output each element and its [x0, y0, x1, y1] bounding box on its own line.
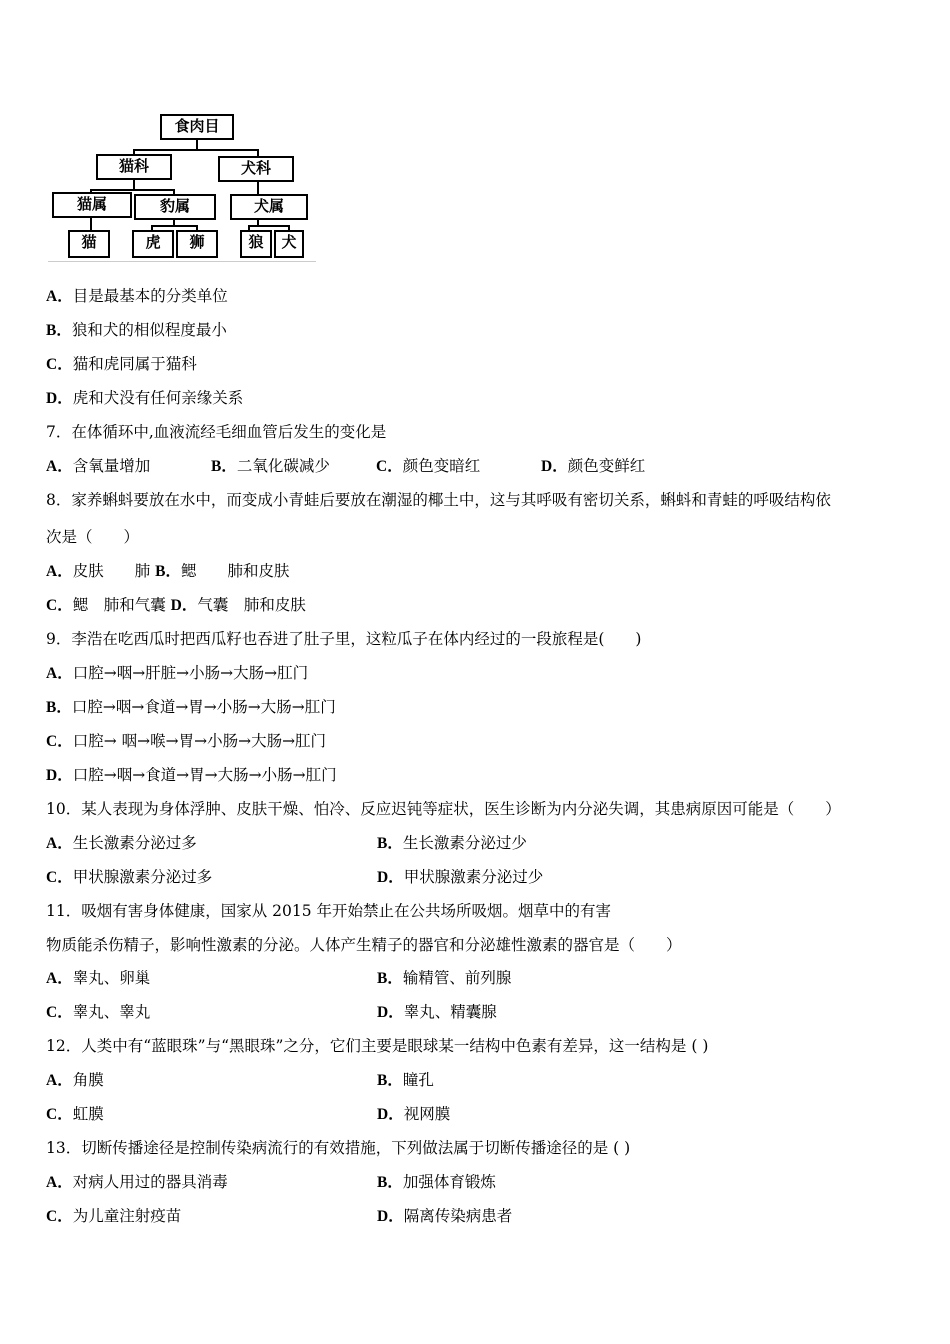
option-label: A．: [46, 970, 73, 987]
q8-option-c[interactable]: [46, 596, 166, 614]
option-text: 对病人用过的器具消毒: [72, 1173, 228, 1191]
option-label: B．: [211, 458, 237, 475]
option-label: C．: [46, 733, 73, 750]
option-text: 为儿童注射疫苗: [72, 1207, 182, 1225]
option-label: B．: [377, 835, 403, 852]
q7-option-b[interactable]: [211, 456, 376, 477]
option-text: 瞳孔: [402, 1071, 434, 1089]
option-text: 隔离传染病患者: [403, 1207, 513, 1225]
option-text: 二氧化碳减少: [236, 457, 330, 475]
q12-option-b[interactable]: [377, 1070, 434, 1091]
option-label: C．: [46, 1106, 73, 1123]
option-text: 口腔→ 咽→喉→胃→小肠→大肠→肛门: [72, 732, 327, 750]
option-label: A．: [46, 1174, 73, 1191]
option-text: 颜色变鲜红: [567, 457, 646, 475]
q11-stem-line1: 11．吸烟有害身体健康，国家从 2015 年开始禁止在公共场所吸烟。烟草中的有害: [46, 902, 612, 920]
q8-options-row2: [46, 595, 306, 616]
node-family-felidae: 猫科: [96, 154, 172, 180]
q9-option-d[interactable]: [46, 765, 337, 786]
q9-option-b[interactable]: [46, 697, 336, 718]
option-text: 颜色变暗红: [402, 457, 481, 475]
q6-option-c[interactable]: [46, 354, 197, 375]
option-label: D．: [377, 869, 404, 886]
q8-stem-line1: 8．家养蝌蚪要放在水中，而变成小青蛙后要放在潮湿的椰土中，这与其呼吸有密切关系，蝌蚪和青蛙的呼吸结构依: [46, 491, 831, 509]
option-label: B．: [377, 1072, 403, 1089]
q13-stem: 13．切断传播途径是控制传染病流行的有效措施，下列做法属于切断传播途径的是 ( ): [46, 1139, 631, 1157]
node-genus-canis: 犬属: [230, 194, 308, 220]
option-label: B．: [377, 1174, 403, 1191]
option-text: 目是最基本的分类单位: [72, 287, 228, 305]
option-text: 生长激素分泌过少: [402, 834, 527, 852]
q7-option-c[interactable]: [376, 456, 541, 477]
q11-option-a[interactable]: [46, 968, 150, 989]
q6-option-a[interactable]: [46, 286, 228, 307]
node-species-tiger: 虎: [132, 230, 174, 258]
node-order: 食肉目: [160, 114, 234, 140]
q8-options-row1: [46, 561, 290, 582]
q10-option-b[interactable]: [377, 833, 527, 854]
option-text: 生长激素分泌过多: [72, 834, 197, 852]
option-label: A．: [46, 665, 73, 682]
option-label: D．: [541, 458, 568, 475]
option-text: 甲状腺激素分泌过少: [403, 868, 544, 886]
option-text: 皮肤 肺: [72, 562, 151, 580]
option-label: C．: [376, 458, 403, 475]
option-text: 鳃 肺和皮肤: [181, 562, 290, 580]
option-text: 视网膜: [403, 1105, 451, 1123]
q8-option-b[interactable]: [155, 562, 289, 580]
option-label: B．: [46, 322, 72, 339]
q13-option-c[interactable]: [46, 1206, 181, 1227]
option-text: 狼和犬的相似程度最小: [71, 321, 227, 339]
node-species-lion: 狮: [176, 230, 218, 258]
option-text: 口腔→咽→食道→胃→大肠→小肠→肛门: [72, 766, 337, 784]
option-label: A．: [46, 458, 73, 475]
option-text: 虎和犬没有任何亲缘关系: [72, 389, 244, 407]
option-text: 睾丸、卵巢: [72, 969, 151, 987]
node-genus-panthera: 豹属: [134, 194, 216, 220]
option-text: 加强体育锻炼: [402, 1173, 496, 1191]
option-label: C．: [46, 869, 73, 886]
option-label: C．: [46, 1208, 73, 1225]
q7-option-a[interactable]: [46, 456, 211, 477]
option-text: 输精管、前列腺: [402, 969, 512, 987]
q13-option-a[interactable]: [46, 1172, 228, 1193]
option-label: C．: [46, 1004, 73, 1021]
option-text: 口腔→咽→肝脏→小肠→大肠→肛门: [72, 664, 309, 682]
q13-option-d[interactable]: [377, 1206, 512, 1227]
q7-stem: 7．在体循环中,血液流经毛细血管后发生的变化是: [46, 423, 387, 441]
node-family-canidae: 犬科: [218, 156, 294, 182]
option-label: A．: [46, 1072, 73, 1089]
q11-option-b[interactable]: [377, 968, 511, 989]
option-text: 含氧量增加: [72, 457, 151, 475]
option-text: 气囊 肺和皮肤: [197, 596, 306, 614]
q12-option-d[interactable]: [377, 1104, 450, 1125]
option-label: A．: [46, 563, 73, 580]
q10-option-d[interactable]: [377, 867, 543, 888]
q9-stem: 9．李浩在吃西瓜时把西瓜籽也吞进了肚子里，这粒瓜子在体内经过的一段旅程是( ): [46, 630, 642, 648]
q8-option-d[interactable]: [171, 596, 306, 614]
option-label: B．: [377, 970, 403, 987]
option-text: 睾丸、睾丸: [72, 1003, 151, 1021]
q8-option-a[interactable]: [46, 562, 150, 580]
q8-stem-line2: 次是（ ）: [46, 528, 140, 546]
q7-option-d[interactable]: [541, 456, 645, 477]
option-label: D．: [170, 597, 198, 614]
option-text: 虹膜: [72, 1105, 104, 1123]
option-label: B．: [46, 699, 72, 716]
q11-stem-line2: 物质能杀伤精子，影响性激素的分泌。人体产生精子的器官和分泌雄性激素的器官是（ ）: [46, 936, 682, 954]
node-genus-felis: 猫属: [52, 192, 132, 218]
option-label: D．: [46, 767, 73, 784]
option-text: 甲状腺激素分泌过多: [72, 868, 213, 886]
q12-option-a[interactable]: [46, 1070, 104, 1091]
option-label: D．: [377, 1004, 404, 1021]
option-text: 睾丸、精囊腺: [403, 1003, 497, 1021]
q10-option-a[interactable]: [46, 833, 197, 854]
option-label: D．: [377, 1106, 404, 1123]
q7-options: [46, 456, 645, 477]
q11-option-d[interactable]: [377, 1002, 497, 1023]
q10-option-c[interactable]: [46, 867, 212, 888]
node-species-dog: 犬: [274, 230, 304, 258]
node-species-cat: 猫: [68, 230, 110, 258]
q6-option-b[interactable]: [46, 320, 227, 341]
q12-option-c[interactable]: [46, 1104, 104, 1125]
q11-option-c[interactable]: [46, 1002, 150, 1023]
option-text: 口腔→咽→食道→胃→小肠→大肠→肛门: [71, 698, 336, 716]
option-label: A．: [46, 835, 73, 852]
q9-option-c[interactable]: [46, 731, 326, 752]
q9-option-a[interactable]: [46, 663, 308, 684]
q13-option-b[interactable]: [377, 1172, 496, 1193]
option-label: D．: [46, 390, 73, 407]
q6-option-d[interactable]: [46, 388, 243, 409]
q10-stem: 10．某人表现为身体浮肿、皮肤干燥、怕冷、反应迟钝等症状，医生诊断为内分泌失调，其患病原因可能是（ ）: [46, 800, 841, 818]
q12-stem: 12．人类中有“蓝眼珠”与“黑眼珠”之分，它们主要是眼球某一结构中色素有差异，这一结构是 ( ): [46, 1037, 709, 1055]
option-label: A．: [46, 288, 73, 305]
option-text: 猫和虎同属于猫科: [72, 355, 197, 373]
option-text: 角膜: [72, 1071, 104, 1089]
option-label: D．: [377, 1208, 404, 1225]
option-text: 鳃 肺和气囊: [72, 596, 166, 614]
option-label: C．: [46, 597, 73, 614]
option-label: C．: [46, 356, 73, 373]
node-species-wolf: 狼: [240, 230, 272, 258]
classification-diagram: [48, 110, 318, 265]
option-label: B．: [155, 563, 181, 580]
